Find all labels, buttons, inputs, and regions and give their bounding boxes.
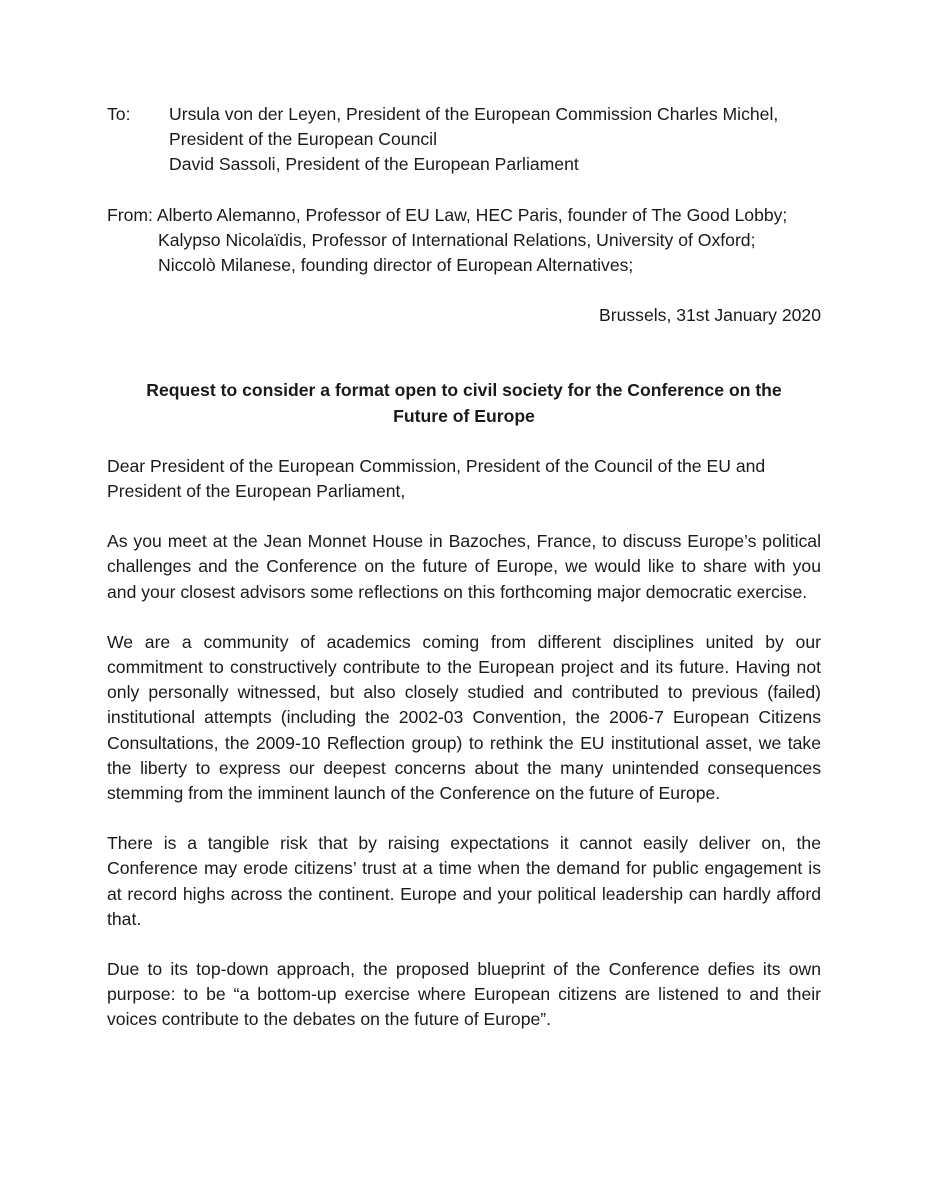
body-paragraph: As you meet at the Jean Monnet House in Bazoches, France, to discuss Europe’s political challenges and the Conference on the future of Europe, we would like to share with you and your closest advisors some reflections on this forthcoming major democratic exercise. [107, 531, 821, 602]
to-block [107, 102, 821, 178]
to-line: President of the European Council [169, 129, 437, 150]
to-line: David Sassoli, President of the European Parliament [169, 154, 579, 175]
from-label: From: [107, 204, 153, 225]
from-line: Alberto Alemanno, Professor of EU Law, HEC Paris, founder of The Good Lobby; [156, 204, 788, 225]
dateline: Brussels, 31st January 2020 [598, 305, 821, 326]
to-line: Ursula von der Leyen, President of the European Commission Charles Michel, [169, 104, 779, 124]
to-recipients [169, 102, 821, 178]
salutation: Dear President of the European Commission, President of the Council of the EU and President of the European Parliament, [107, 455, 766, 502]
body-paragraph: There is a tangible risk that by raising expectations it cannot easily deliver on, the Conference may erode citizens’ trust at a time when the demand for public engagement is at record highs across the continent. Europe and your political leadership can hardly afford that. [107, 833, 821, 929]
to-label: To: [107, 104, 131, 124]
from-line: Niccolò Milanese, founding director of European Alternatives; [158, 255, 634, 276]
letter-subject: Request to consider a format open to civil society for the Conference on the Future of Europe [146, 380, 782, 426]
from-first-line [107, 203, 821, 228]
from-block [107, 203, 821, 279]
body-paragraph: Due to its top-down approach, the proposed blueprint of the Conference defies its own purpose: to be “a bottom-up exercise where European citizens are listened to and their voices contribute to the debates on the future of Europe”. [107, 959, 821, 1030]
from-line: Kalypso Nicolaïdis, Professor of International Relations, University of Oxford; [158, 229, 756, 250]
body-paragraph: We are a community of academics coming from different disciplines united by our commitment to constructively contribute to the European project and its future. Having not only personally witnessed, but also closely studied and contributed to previous (failed) institutional attempts (including the 2002-03 Convention, the 2006-7 European Citizens Consultations, the 2009-10 Reflection group) to rethink the EU institutional asset, we take the liberty to express our deepest concerns about the many unintended consequences stemming from the imminent launch of the Conference on the future of Europe. [107, 631, 821, 804]
letter-page [107, 102, 821, 1033]
